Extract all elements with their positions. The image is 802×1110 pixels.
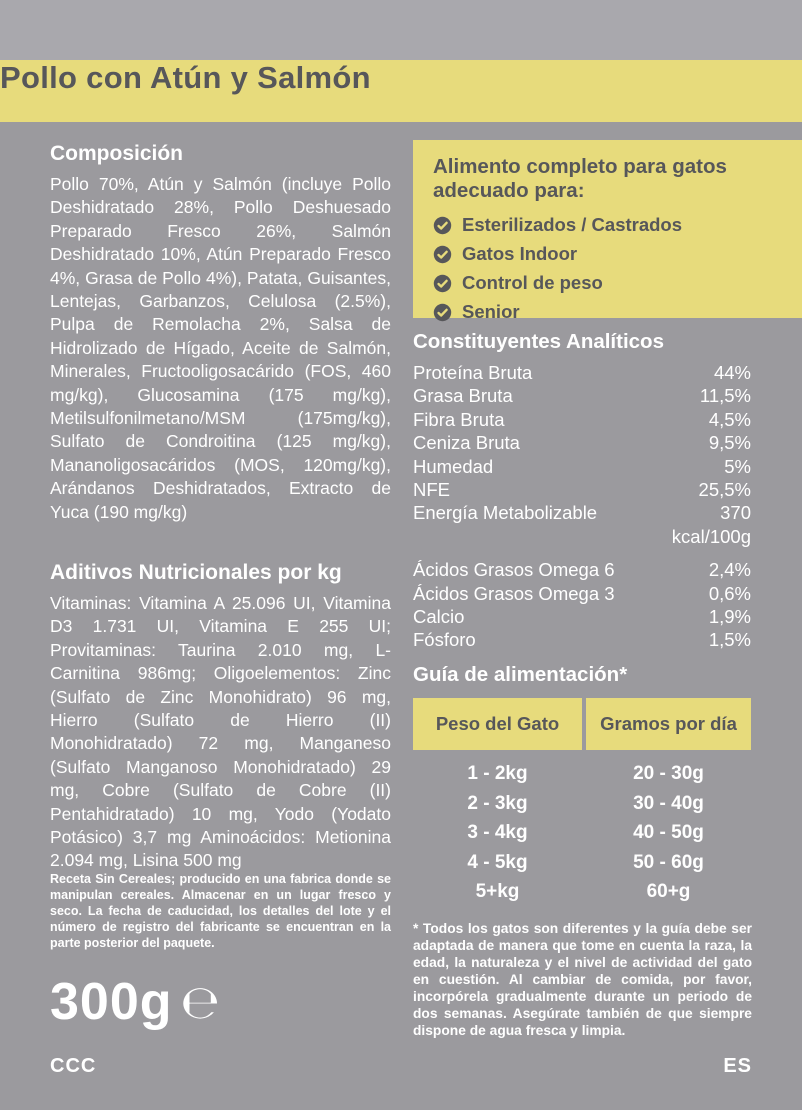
- analytics-label: Fósforo: [413, 629, 476, 651]
- feeding-guide-heading: Guía de alimentación*: [413, 663, 628, 686]
- analytics-label: Humedad: [413, 455, 494, 477]
- grams-range: 40 - 50g: [633, 822, 704, 844]
- brand-code: CCC: [50, 1055, 97, 1077]
- analytics-section: [413, 330, 751, 652]
- top-margin: [0, 0, 802, 60]
- analytics-row: [413, 478, 751, 501]
- additives-text: Vitaminas: Vitamina A 25.096 UI, Vitamina D3 1.731 UI, Vitamina E 255 UI; Provitaminas: Taurina 2.010 mg, L-Carnitina 986mg; Oligoelementos: Zinc (Sulfato de Zinc Monohidrato) 96 mg, Hierro (Sulfato de Hierro (II) Monohidratado) 72 mg, Manganeso (Sulfato Manganoso Monohidratado) 29 mg, Cobre (Sulfato de Cobre (II) Pentahidratado) 10 mg, Yodo (Yodato Potásico) 3,7 mg Aminoácidos: Metionina 2.094 mg, Lisina 500 mg: [50, 593, 391, 871]
- suitability-item: [433, 301, 780, 323]
- composition-section: [50, 142, 391, 524]
- suitability-heading: Alimento completo para gatos adecuado para:: [433, 155, 727, 202]
- analytics-heading: Constituyentes Analíticos: [413, 330, 664, 353]
- check-circle-icon: [433, 303, 452, 322]
- grams-range: 60+g: [646, 881, 691, 903]
- additives-section: [50, 561, 391, 873]
- column-header-weight: Peso del Gato: [413, 698, 582, 750]
- additives-heading: Aditivos Nutricionales por kg: [50, 561, 342, 584]
- analytics-value: 5%: [724, 455, 751, 477]
- suitability-item-label: Control de peso: [462, 272, 603, 293]
- feeding-guide-rows: [413, 759, 751, 907]
- title-band: [0, 60, 802, 122]
- analytics-value: 11,5%: [699, 385, 751, 407]
- analytics-row: [413, 582, 751, 605]
- weight-range: 5+kg: [475, 881, 520, 903]
- analytics-label: Calcio: [413, 606, 465, 628]
- weight-range: 4 - 5kg: [467, 851, 528, 873]
- analytics-label: Ácidos Grasos Omega 3: [413, 582, 615, 604]
- analytics-value: 44%: [713, 362, 751, 383]
- table-row: [413, 789, 751, 819]
- language-code: ES: [723, 1055, 752, 1077]
- suitability-item-label: Senior: [462, 301, 520, 322]
- analytics-label: Ácidos Grasos Omega 6: [413, 559, 615, 581]
- weight-range: 1 - 2kg: [467, 763, 528, 784]
- suitability-item: [433, 214, 780, 236]
- grams-range: 30 - 40g: [633, 792, 704, 814]
- analytics-row: [413, 455, 751, 478]
- analytics-row: [413, 558, 751, 581]
- feeding-guide-section: [413, 663, 751, 907]
- analytics-value: 1,5%: [708, 629, 751, 651]
- analytics-row: [413, 361, 751, 384]
- storage-note: Receta Sin Cereales; producido en una fabrica donde se manipulan cereales. Almacenar en un lugar fresco y seco. La fecha de caducidad, los detalles del lote y el número de registro del fabricante se encuentran en la parte posterior del paquete.: [50, 872, 391, 950]
- analytics-value: 9,5%: [708, 432, 751, 454]
- weight-range: 2 - 3kg: [467, 792, 528, 814]
- analytics-row: [413, 605, 751, 628]
- analytics-unit: kcal/100g: [671, 525, 751, 547]
- check-circle-icon: [433, 245, 452, 264]
- analytics-value: 25,5%: [698, 479, 751, 501]
- suitability-item: [433, 272, 780, 294]
- analytics-label: Energía Metabolizable: [413, 502, 598, 524]
- analytics-label: Grasa Bruta: [413, 385, 513, 407]
- suitability-item: [433, 243, 780, 265]
- table-row: [413, 818, 751, 848]
- analytics-label: NFE: [413, 479, 450, 501]
- analytics-value: 2,4%: [708, 559, 751, 581]
- analytics-value: 370: [720, 502, 751, 524]
- suitability-item-label: Gatos Indoor: [462, 243, 578, 264]
- analytics-row: [413, 408, 751, 431]
- grams-range: 20 - 30g: [633, 763, 704, 784]
- net-weight: [50, 972, 220, 1032]
- feeding-guide-footnote: * Todos los gatos son diferentes y la guía debe ser adaptada de manera que tome en cuenta la raza, la edad, la naturaleza y el nivel de actividad del gato en cuestión. Al cambiar de comida, por favor, incorpórela gradualmente durante un periodo de dos semanas. Asegúrate también de que siempre dispone de agua fresca y limpia.: [413, 921, 752, 1038]
- analytics-row: [413, 501, 751, 524]
- table-row: [413, 877, 751, 907]
- check-circle-icon: [433, 216, 452, 235]
- grams-range: 50 - 60g: [633, 851, 704, 873]
- product-title: Pollo con Atún y Salmón: [0, 60, 371, 95]
- analytics-value: 1,9%: [708, 606, 751, 628]
- feeding-guide-header: [413, 698, 751, 750]
- check-circle-icon: [433, 274, 452, 293]
- composition-text: Pollo 70%, Atún y Salmón (incluye Pollo Deshidratado 28%, Pollo Deshuesado Preparado Fresco 26%, Salmón Deshidratado 10%, Atún Preparado Fresco 4%, Grasa de Pollo 4%), Patata, Guisantes, Lentejas, Garbanzos, Celulosa (2.5%), Pulpa de Remolacha 2%, Salsa de Hidrolizado de Hígado, Aceite de Salmón, Minerales, Fructooligosacárido (FOS, 460 mg/kg), Glucosamina (175 mg/kg), Metilsulfonilmetano/MSM (175mg/kg), Sulfato de Condroitina (125 mg/kg), Mananoligosacáridos (MOS, 120mg/kg), Arándanos Deshidratados, Extracto de Yuca (190 mg/kg): [50, 174, 391, 522]
- analytics-row-unit: [413, 525, 751, 548]
- composition-heading: Composición: [50, 142, 184, 165]
- column-header-grams: Gramos por día: [586, 698, 751, 750]
- analytics-row: [413, 384, 751, 407]
- analytics-row: [413, 431, 751, 454]
- suitability-item-label: Esterilizados / Castrados: [462, 214, 683, 235]
- estimated-sign: ℮: [180, 975, 220, 1029]
- table-row: [413, 759, 751, 789]
- analytics-label: Proteína Bruta: [413, 362, 533, 383]
- analytics-value: 4,5%: [708, 408, 751, 430]
- suitability-box: [413, 140, 802, 322]
- analytics-row: [413, 628, 751, 651]
- analytics-value: 0,6%: [708, 582, 751, 604]
- table-row: [413, 848, 751, 878]
- weight-range: 3 - 4kg: [467, 822, 528, 844]
- analytics-label: Fibra Bruta: [413, 408, 505, 430]
- analytics-label: Ceniza Bruta: [413, 432, 520, 454]
- net-weight-value: 300g: [50, 973, 173, 1031]
